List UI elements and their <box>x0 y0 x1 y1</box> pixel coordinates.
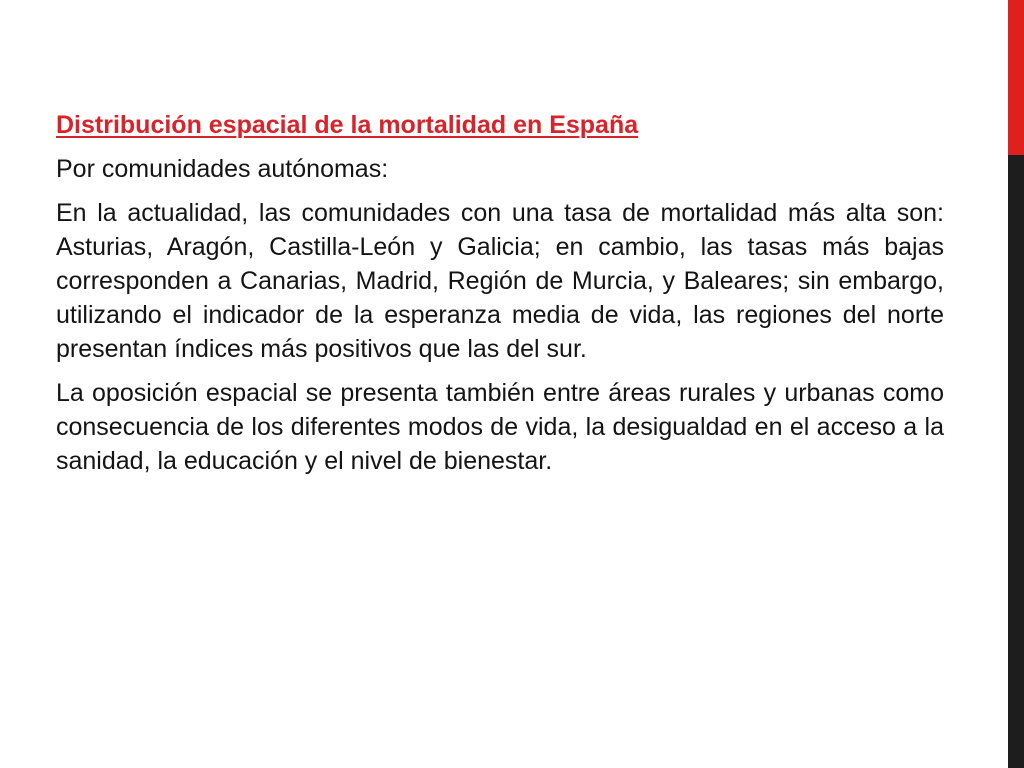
slide-subtitle: Por comunidades autónomas: <box>56 155 389 183</box>
accent-bar-dark <box>1008 155 1024 768</box>
paragraph-mortality-regions: En la actualidad, las comunidades con una tasa de mortalidad más alta son: Asturias, Aragón, Castilla-León y Galicia; en cambio, las tasas más bajas corresponden a Canarias, Madrid, Región de Murcia, y Baleares; sin embargo, utilizando el indicador de la esperanza media de vida, las regiones del norte presentan índices más positivos que las del sur. <box>56 199 944 363</box>
accent-bar-red <box>1008 0 1024 155</box>
paragraph-rural-urban: La oposición espacial se presenta también entre áreas rurales y urbanas como consecuencia de los diferentes modos de vida, la desigualdad en el acceso a la sanidad, la educación y el nivel de bienestar. <box>56 379 944 475</box>
slide-content <box>56 108 944 488</box>
slide-title: Distribución espacial de la mortalidad en España <box>56 111 639 139</box>
